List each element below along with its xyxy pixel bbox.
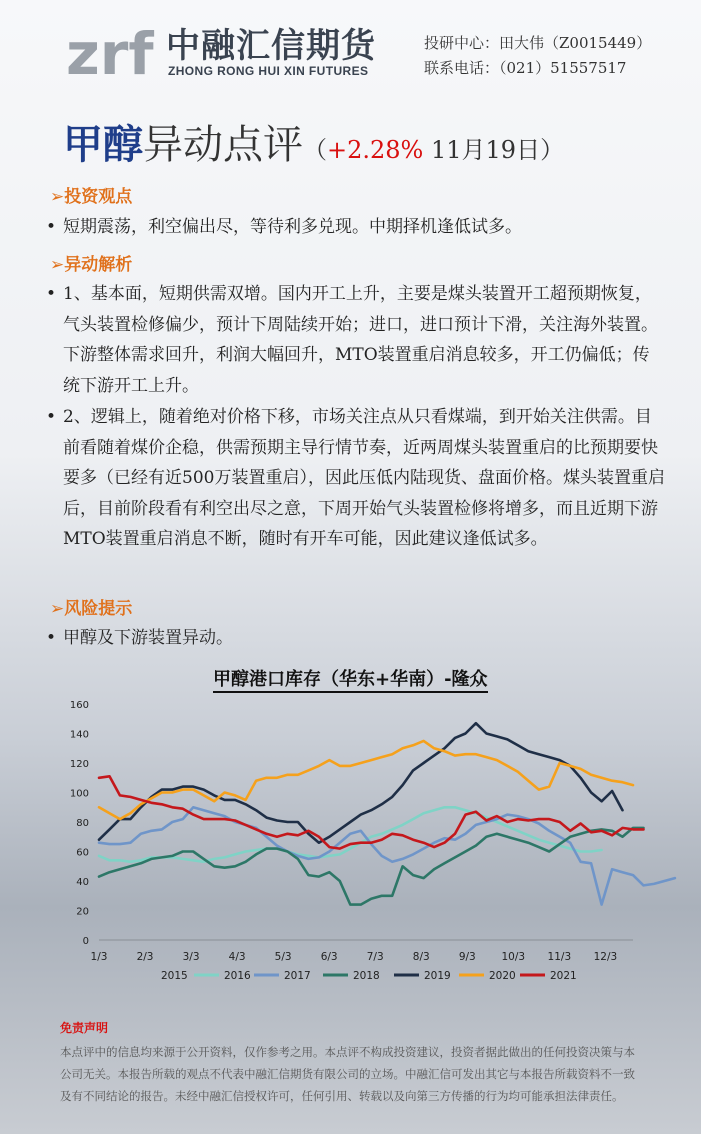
bullet: •: [46, 217, 57, 237]
title-product: 甲醇: [63, 122, 143, 168]
x-tick-label: 1/3: [90, 951, 108, 963]
phone-line: 联系电话：（021）51557517: [424, 59, 627, 77]
company-logo-icon: [64, 14, 156, 80]
analysis-paragraph-1: [46, 279, 666, 401]
disclaimer-heading: 免责声明: [60, 1021, 109, 1035]
legend-label-2020: 2020: [489, 970, 516, 982]
legend-label-2021: 2021: [550, 970, 577, 982]
y-tick-label: 20: [76, 906, 89, 918]
logo-chinese-name: 中融汇信期货: [166, 26, 376, 66]
logo-english-name: ZHONG RONG HUI XIN FUTURES: [168, 64, 369, 78]
bullet: •: [46, 284, 57, 304]
y-tick-label: 40: [76, 877, 89, 888]
paragraph-text: 2、逻辑上，随着绝对价格下移，市场关注点从只看煤端，到开始关注供需。目前看随着煤价企稳，供需预期主导行情节奏，近两周煤头装置重启的比预期要快要多（已经有近500万装置重启），因此压低内陆现货、盘面价格。煤头装置重启后，目前阶段看有利空出尽之意，下周开始气头装置检修将增多，而且近期下游MTO装置重启消息不断，随时有开车可能，因此建议逢低试多。: [63, 407, 665, 549]
risk-paragraph: [46, 623, 666, 654]
y-tick-label: 100: [69, 788, 89, 800]
x-tick-label: 9/3: [458, 951, 476, 963]
title-type: 异动点评: [143, 122, 303, 168]
inventory-line-chart: [0, 690, 701, 995]
legend-label-2015: 2015: [161, 970, 188, 982]
section-heading-view: ➢投资观点: [50, 187, 133, 207]
disclaimer-text: 本点评中的信息均来源于公开资料，仅作参考之用。本点评不构成投资建议，投资者据此做出的任何投资决策与本公司无关。本报告所载的观点不代表中融汇信期货有限公司的立场。中融汇信可发出其它与本报告所载资料不一致及有不同结论的报告。未经中融汇信授权许可，任何引用、转载以及向第三方传播的行为均可能承担法律责任。: [60, 1045, 635, 1103]
section-heading-risk: ➢风险提示: [50, 599, 133, 619]
x-tick-label: 6/3: [320, 951, 338, 963]
view-paragraph: [46, 212, 666, 243]
logo-mark: zrf: [66, 20, 154, 80]
y-tick-label: 0: [82, 936, 89, 947]
y-tick-label: 80: [76, 818, 89, 829]
x-tick-label: 4/3: [228, 951, 246, 963]
x-tick-label: 3/3: [182, 951, 200, 963]
y-tick-label: 160: [69, 700, 89, 711]
contact-info: [424, 31, 651, 81]
title-change: +2.28%: [327, 136, 424, 164]
section-heading-analysis: ➢异动解析: [50, 255, 133, 275]
series-line-2019: [99, 723, 623, 843]
legend-label-2019: 2019: [424, 970, 451, 982]
title-date: 11月19日）: [423, 136, 565, 164]
paragraph-text: 甲醇及下游装置异动。: [63, 628, 233, 648]
x-tick-label: 11/3: [547, 951, 572, 963]
y-tick-label: 140: [69, 729, 89, 741]
x-tick-label: 5/3: [274, 951, 292, 963]
paragraph-text: 1、基本面，短期供需双增。国内开工上升，主要是煤头装置开工超预期恢复，气头装置检修偏少，预计下周陆续开始；进口，进口预计下滑，关注海外装置。下游整体需求回升，利润大幅回升，MTO装置重启消息较多，开工仍偏低；传统下游开工上升。: [63, 284, 658, 396]
series-line-2017: [99, 807, 675, 904]
x-tick-label: 7/3: [366, 951, 384, 963]
paragraph-text: 短期震荡，利空偏出尽，等待利多兑现。中期择机逢低试多。: [63, 217, 522, 237]
header: [0, 0, 701, 95]
bullet: •: [46, 407, 57, 427]
x-tick-label: 2/3: [136, 951, 154, 963]
bullet: •: [46, 628, 57, 648]
y-tick-label: 120: [69, 759, 89, 770]
legend-label-2017: 2017: [284, 970, 311, 982]
x-tick-label: 10/3: [501, 951, 526, 963]
legend-label-2018: 2018: [353, 970, 380, 982]
analysis-paragraph-2: [46, 402, 666, 555]
title-open-paren: （: [303, 136, 327, 164]
x-tick-label: 8/3: [412, 951, 430, 963]
y-tick-label: 60: [76, 847, 89, 859]
analyst-line: 投研中心：田大伟（Z0015449）: [424, 34, 652, 52]
x-tick-label: 12/3: [593, 951, 618, 963]
legend-label-2016: 2016: [224, 970, 251, 982]
chart-title: 甲醇港口库存（华东+华南）-隆众: [213, 665, 488, 693]
page-title: [63, 113, 564, 170]
